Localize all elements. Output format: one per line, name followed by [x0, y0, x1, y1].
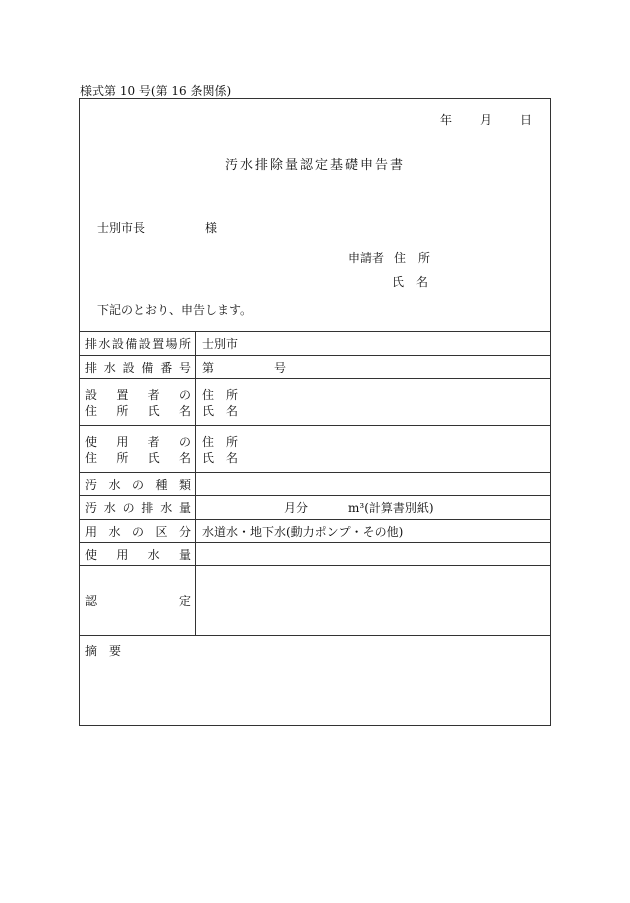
row-water-type — [80, 519, 550, 542]
certification-label — [80, 566, 195, 608]
row-water-usage — [80, 542, 550, 565]
application-form — [79, 98, 551, 726]
user-label-line2: 住 所 氏 名 — [85, 451, 191, 465]
sewage-type-label: 汚 水 の 種 類 — [85, 478, 191, 492]
water-usage-label-cell — [80, 543, 196, 565]
installer-label-line2: 住 所 氏 名 — [85, 404, 191, 418]
user-value-cell[interactable] — [196, 426, 550, 472]
water-type-label: 用 水 の 区 分 — [85, 525, 191, 539]
water-type-label-cell — [80, 520, 196, 542]
remarks-label: 摘 要 — [85, 644, 122, 658]
number-label: 排 水 設 備 番 号 — [85, 361, 191, 375]
installer-address-label: 住 所 — [202, 388, 239, 402]
form-number: 様式第 10 号(第 16 条関係) — [80, 84, 232, 98]
date-fields — [440, 113, 532, 127]
discharge-value-cell[interactable] — [196, 496, 550, 519]
certification-value-cell[interactable] — [196, 566, 550, 635]
water-type-value: 水道水・地下水(動力ポンプ・その他) — [202, 525, 404, 539]
row-discharge — [80, 495, 550, 519]
number-value — [196, 356, 550, 375]
installer-value-cell[interactable] — [196, 379, 550, 425]
water-type-value-cell[interactable] — [196, 520, 550, 542]
row-sewage-type — [80, 472, 550, 495]
form-title: 汚水排除量認定基礎申告書 — [224, 158, 405, 173]
installer-label-line1: 設 置 者 の — [85, 388, 191, 402]
day-label: 日 — [519, 113, 532, 127]
row-certification — [80, 565, 550, 635]
installer-name-label: 氏 名 — [202, 404, 239, 418]
row-location — [80, 331, 550, 355]
row-number — [80, 355, 550, 378]
applicant-address — [348, 251, 430, 265]
installer-label-cell — [80, 379, 196, 425]
location-value: 士別市 — [202, 337, 239, 351]
month-label: 月 — [479, 113, 492, 127]
applicant-address-label: 住 所 — [394, 251, 431, 265]
location-label-cell — [80, 332, 196, 355]
user-label-line1: 使 用 者 の — [85, 435, 191, 449]
mayor-label: 士別市長 — [97, 221, 146, 235]
year-label: 年 — [439, 113, 452, 127]
water-usage-label: 使 用 水 量 — [85, 548, 191, 562]
addressee — [97, 221, 217, 235]
certification-label-text: 認 定 — [85, 594, 191, 608]
discharge-label: 汚 水 の 排 水 量 — [85, 501, 191, 515]
discharge-value — [196, 496, 550, 515]
sewage-type-value-cell[interactable] — [196, 473, 550, 495]
declaration-text: 下記のとおり、申告します。 — [97, 303, 253, 317]
number-suffix: 号 — [274, 361, 287, 375]
applicant-label: 申請者 — [348, 251, 385, 265]
row-installer — [80, 378, 550, 425]
number-label-cell — [80, 356, 196, 378]
location-label: 排 水 設 備 設 置 場 所 — [85, 337, 191, 351]
location-value-cell[interactable] — [196, 332, 550, 355]
sewage-type-label-cell — [80, 473, 196, 495]
discharge-per-month: 月分 — [284, 501, 309, 515]
applicant-name: 氏 名 — [392, 275, 429, 289]
certification-label-cell — [80, 566, 196, 635]
discharge-label-cell — [80, 496, 196, 519]
discharge-unit: m³(計算書別紙) — [348, 501, 434, 515]
user-address-label: 住 所 — [202, 435, 239, 449]
number-value-cell[interactable] — [196, 356, 550, 378]
user-name-label: 氏 名 — [202, 451, 239, 465]
number-prefix: 第 — [202, 361, 215, 375]
honorific-label: 様 — [205, 221, 218, 235]
water-usage-value-cell[interactable] — [196, 543, 550, 565]
row-user — [80, 425, 550, 472]
user-label-cell — [80, 426, 196, 472]
row-remarks — [80, 635, 550, 727]
